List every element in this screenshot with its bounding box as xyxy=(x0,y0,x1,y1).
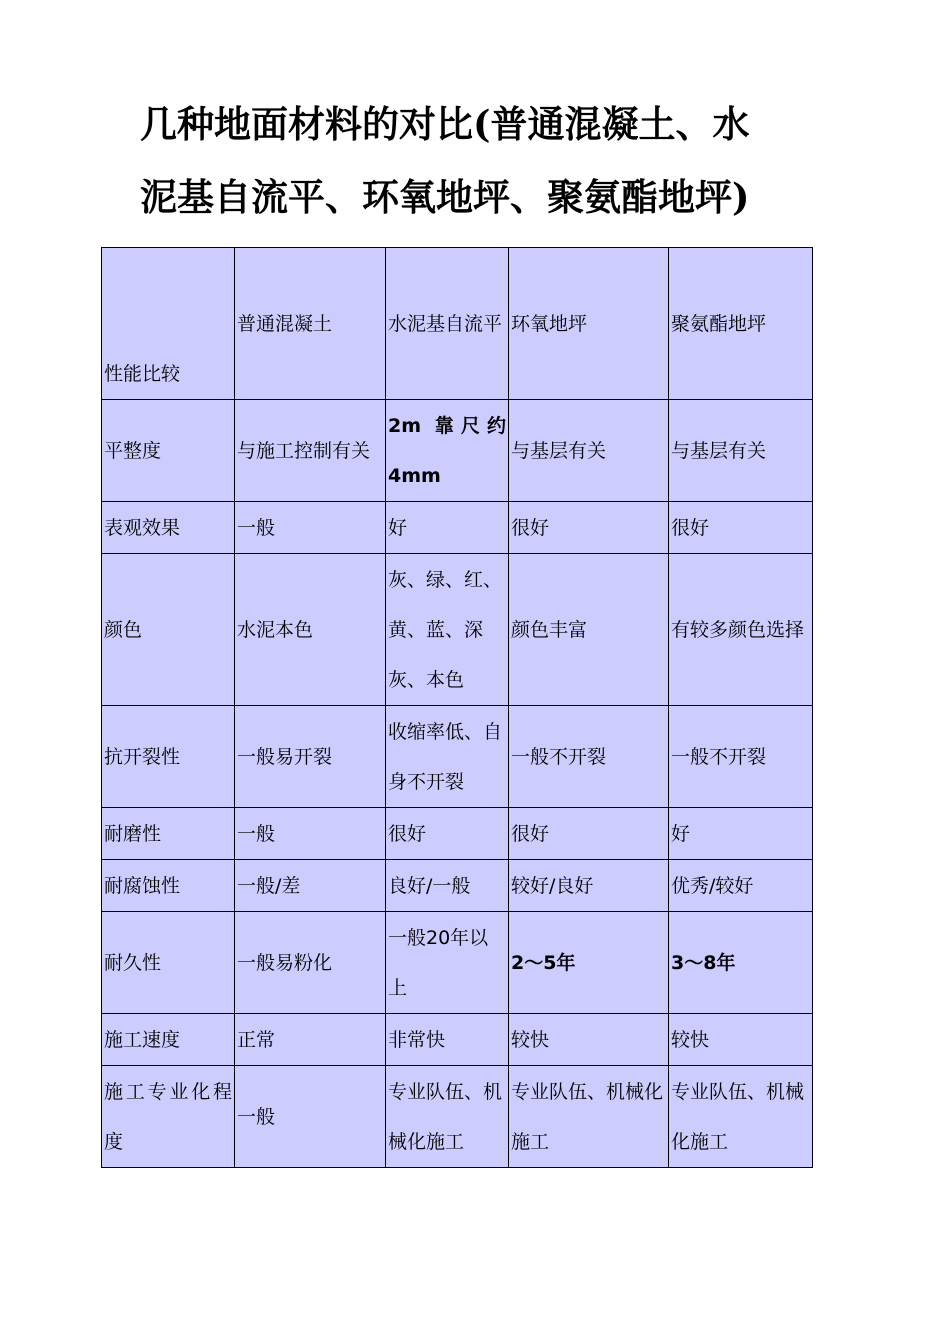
table-row xyxy=(102,554,813,706)
table-row xyxy=(102,1066,813,1168)
header-cell: 普通混凝土 xyxy=(235,248,386,400)
table-cell: 较快 xyxy=(509,1014,669,1066)
header-cell: 性能比较 xyxy=(102,248,235,400)
table-cell: 专业队伍、机械化施工 xyxy=(669,1066,813,1168)
table-cell: 良好/一般 xyxy=(386,860,509,912)
table-cell: 专业队伍、机械化施工 xyxy=(509,1066,669,1168)
table-cell: 一般 xyxy=(235,502,386,554)
table-cell: 很好 xyxy=(386,808,509,860)
row-label: 抗开裂性 xyxy=(102,706,235,808)
header-cell: 水泥基自流平 xyxy=(386,248,509,400)
table-cell: 一般/差 xyxy=(235,860,386,912)
table-cell: 一般易粉化 xyxy=(235,912,386,1014)
table-cell: 一般不开裂 xyxy=(669,706,813,808)
table-cell: 好 xyxy=(386,502,509,554)
table-cell: 正常 xyxy=(235,1014,386,1066)
table-cell: 一般20年以上 xyxy=(386,912,509,1014)
table-row xyxy=(102,912,813,1014)
table-cell: 非常快 xyxy=(386,1014,509,1066)
table-row xyxy=(102,400,813,502)
table-cell: 与基层有关 xyxy=(669,400,813,502)
title-line-2: 泥基自流平、环氧地坪、聚氨酯地坪) xyxy=(140,175,750,219)
row-label: 耐腐蚀性 xyxy=(102,860,235,912)
table-cell: 一般 xyxy=(235,808,386,860)
table-cell: 优秀/较好 xyxy=(669,860,813,912)
row-label: 表观效果 xyxy=(102,502,235,554)
table-row xyxy=(102,860,813,912)
table-cell: 很好 xyxy=(669,502,813,554)
header-cell: 环氧地坪 xyxy=(509,248,669,400)
table-row xyxy=(102,1014,813,1066)
row-label: 耐磨性 xyxy=(102,808,235,860)
header-cell: 聚氨酯地坪 xyxy=(669,248,813,400)
table-cell: 一般 xyxy=(235,1066,386,1168)
table-cell: 与基层有关 xyxy=(509,400,669,502)
table-cell: 很好 xyxy=(509,808,669,860)
row-label: 颜色 xyxy=(102,554,235,706)
table-cell: 专业队伍、机械化施工 xyxy=(386,1066,509,1168)
table-cell: 很好 xyxy=(509,502,669,554)
row-label: 施工速度 xyxy=(102,1014,235,1066)
table-cell: 水泥本色 xyxy=(235,554,386,706)
table-cell: 收缩率低、自身不开裂 xyxy=(386,706,509,808)
row-label: 施工专业化程度 xyxy=(102,1066,235,1168)
document-title xyxy=(140,88,820,234)
table-cell: 一般不开裂 xyxy=(509,706,669,808)
table-cell: 较好/良好 xyxy=(509,860,669,912)
table-row xyxy=(102,808,813,860)
table-row xyxy=(102,706,813,808)
table-cell: 颜色丰富 xyxy=(509,554,669,706)
comparison-table xyxy=(101,247,813,1168)
table-cell: 较快 xyxy=(669,1014,813,1066)
table-cell: 好 xyxy=(669,808,813,860)
title-line-1: 几种地面材料的对比(普通混凝土、水 xyxy=(140,102,750,146)
table-cell: 2～5年 xyxy=(509,912,669,1014)
row-label: 平整度 xyxy=(102,400,235,502)
row-label: 耐久性 xyxy=(102,912,235,1014)
table-cell: 一般易开裂 xyxy=(235,706,386,808)
table-cell: 有较多颜色选择 xyxy=(669,554,813,706)
table-header-row xyxy=(102,248,813,400)
table-cell: 与施工控制有关 xyxy=(235,400,386,502)
table-cell: 灰、绿、红、黄、蓝、深灰、本色 xyxy=(386,554,509,706)
table-cell: 2m 靠尺约4mm xyxy=(386,400,509,502)
table-row xyxy=(102,502,813,554)
table-cell: 3～8年 xyxy=(669,912,813,1014)
